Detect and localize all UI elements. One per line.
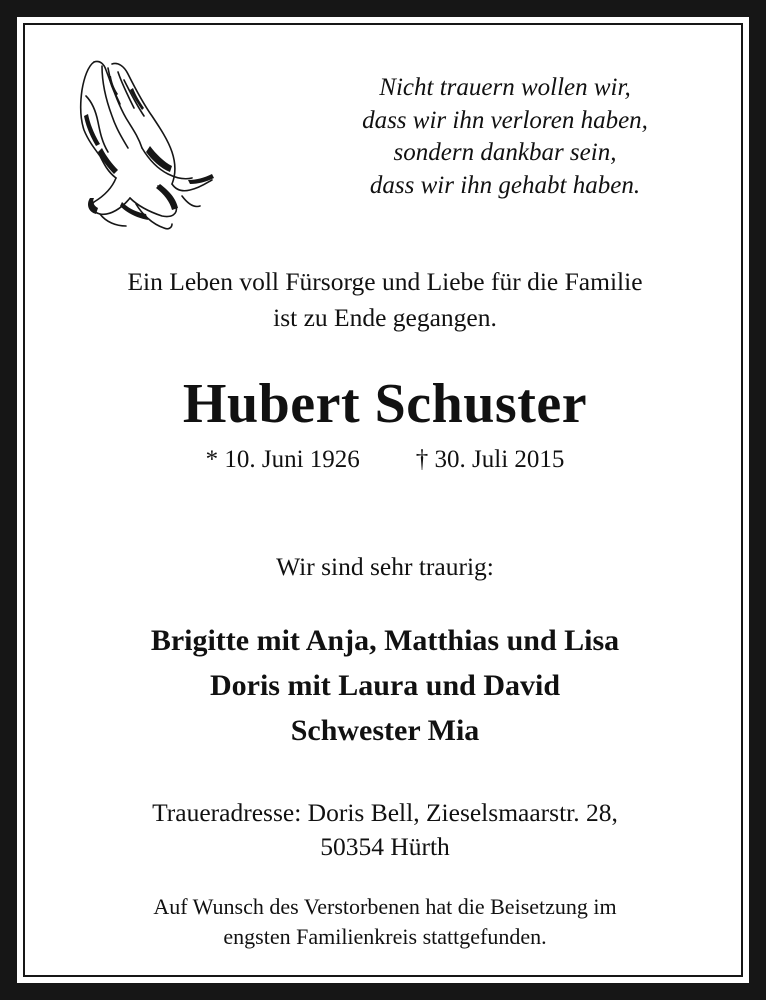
mourner-line: Schwester Mia bbox=[290, 714, 480, 747]
notice-line: Auf Wunsch des Verstorbenen hat die Beisetzung im bbox=[153, 894, 617, 919]
deceased-name: Hubert Schuster bbox=[182, 373, 588, 435]
poem-line: sondern dankbar sein, bbox=[393, 139, 617, 166]
mourners-intro: Wir sind sehr traurig: bbox=[276, 552, 494, 581]
mourning-address bbox=[40, 796, 730, 864]
address-line: Traueradresse: Doris Bell, Zieselsmaarstr. 28, bbox=[152, 798, 618, 827]
poem-line: Nicht trauern wollen wir, bbox=[379, 74, 631, 101]
burial-notice bbox=[40, 892, 730, 952]
address-line: 50354 Hürth bbox=[320, 832, 450, 861]
intro-line: Ein Leben voll Fürsorge und Liebe für die Familie bbox=[127, 267, 643, 296]
poem-line: dass wir ihn verloren haben, bbox=[362, 106, 648, 134]
poem bbox=[300, 72, 710, 202]
death-date: † 30. Juli 2015 bbox=[415, 446, 565, 473]
notice-line: engsten Familienkreis stattgefunden. bbox=[223, 924, 547, 949]
life-dates bbox=[40, 444, 730, 476]
mourners-list bbox=[40, 618, 730, 753]
intro-line: ist zu Ende gegangen. bbox=[273, 303, 497, 332]
mourner-line: Doris mit Laura und David bbox=[209, 669, 561, 702]
intro-text bbox=[40, 264, 730, 336]
praying-hands-icon bbox=[72, 56, 217, 232]
birth-date: * 10. Juni 1926 bbox=[205, 446, 360, 473]
poem-line: dass wir ihn gehabt haben. bbox=[369, 171, 641, 199]
mourner-line: Brigitte mit Anja, Matthias und Lisa bbox=[150, 624, 620, 657]
